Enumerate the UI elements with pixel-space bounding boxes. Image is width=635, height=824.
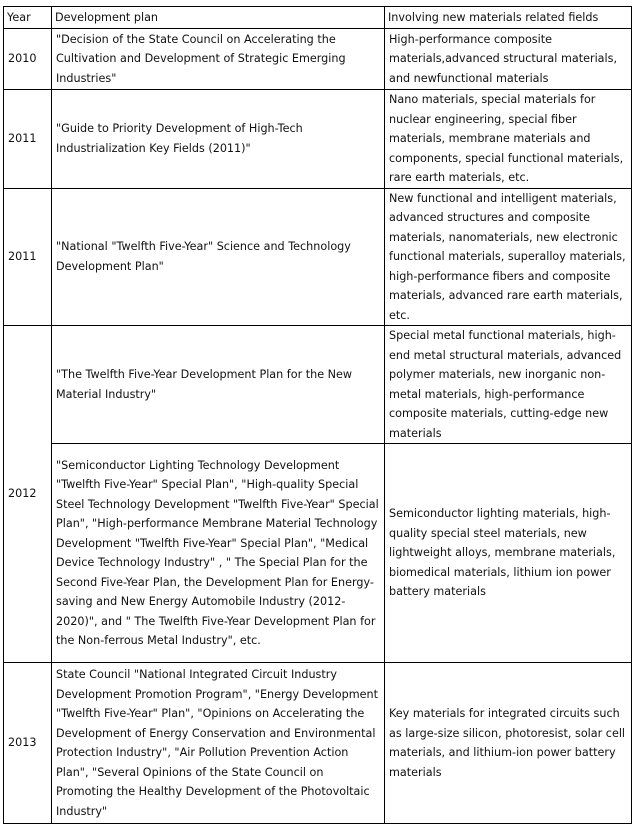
header-materials-fields: Involving new materials related fields <box>385 7 632 29</box>
table-row <box>4 29 632 90</box>
year-cell: 2013 <box>4 663 52 824</box>
plan-cell: "National "Twelfth Five-Year" Science and Technology Development Plan" <box>52 188 385 326</box>
fields-cell: Special metal functional materials, high-end metal structural materials, advanced polymer materials, new inorganic non-metal materials, high-performance composite materials, cutting-edge new materials <box>385 326 632 444</box>
header-development-plan: Development plan <box>52 7 385 29</box>
fields-cell: High-performance composite materials,advanced structural materials, and newfunctional materials <box>385 29 632 90</box>
plan-cell: "Guide to Priority Development of High-Tech Industrialization Key Fields (2011)" <box>52 90 385 189</box>
table-row <box>4 90 632 189</box>
year-cell: 2011 <box>4 90 52 189</box>
table-header-row <box>4 7 632 29</box>
year-cell: 2012 <box>4 326 52 663</box>
year-cell: 2010 <box>4 29 52 90</box>
plan-cell: State Council "National Integrated Circuit Industry Development Promotion Program", "Energy Development "Twelfth Five-Year" Plan", "Opinions on Accelerating the Development of Energy Conservation and Environmental Protection Industry", "Air Pollution Prevention Action Plan", "Several Opinions of the State Council on Promoting the Healthy Development of the Photovoltaic Industry" <box>52 663 385 824</box>
plan-cell: "Decision of the State Council on Accelerating the Cultivation and Development of Strategic Emerging Industries" <box>52 29 385 90</box>
year-cell: 2011 <box>4 188 52 326</box>
development-plan-table <box>3 6 632 824</box>
fields-cell: Semiconductor lighting materials, high-quality special steel materials, new lightweight alloys, membrane materials, biomedical materials, lithium ion power battery materials <box>385 444 632 663</box>
fields-cell: New functional and intelligent materials, advanced structures and composite materials, nanomaterials, new electronic functional materials, superalloy materials, high-performance fibers and composite materials, advanced rare earth materials, etc. <box>385 188 632 326</box>
plan-cell: "The Twelfth Five-Year Development Plan for the New Material Industry" <box>52 326 385 444</box>
table-row <box>4 444 632 663</box>
header-year: Year <box>4 7 52 29</box>
plan-cell: "Semiconductor Lighting Technology Development "Twelfth Five-Year" Special Plan", "High-quality Special Steel Technology Development "Twelfth Five-Year" Special Plan", "High-performance Membrane Material Technology Development "Twelfth Five-Year" Special Plan", "Medical Device Technology Industry" , " The Special Plan for the Second Five-Year Plan, the Development Plan for Energy-saving and New Energy Automobile Industry (2012-2020)", and " The Twelfth Five-Year Development Plan for the Non-ferrous Metal Industry", etc. <box>52 444 385 663</box>
table-row <box>4 663 632 824</box>
table-row <box>4 326 632 444</box>
fields-cell: Nano materials, special materials for nuclear engineering, special fiber materials, membrane materials and components, special functional materials, rare earth materials, etc. <box>385 90 632 189</box>
table-row <box>4 188 632 326</box>
fields-cell: Key materials for integrated circuits such as large-size silicon, photoresist, solar cell materials, and lithium-ion power battery materials <box>385 663 632 824</box>
